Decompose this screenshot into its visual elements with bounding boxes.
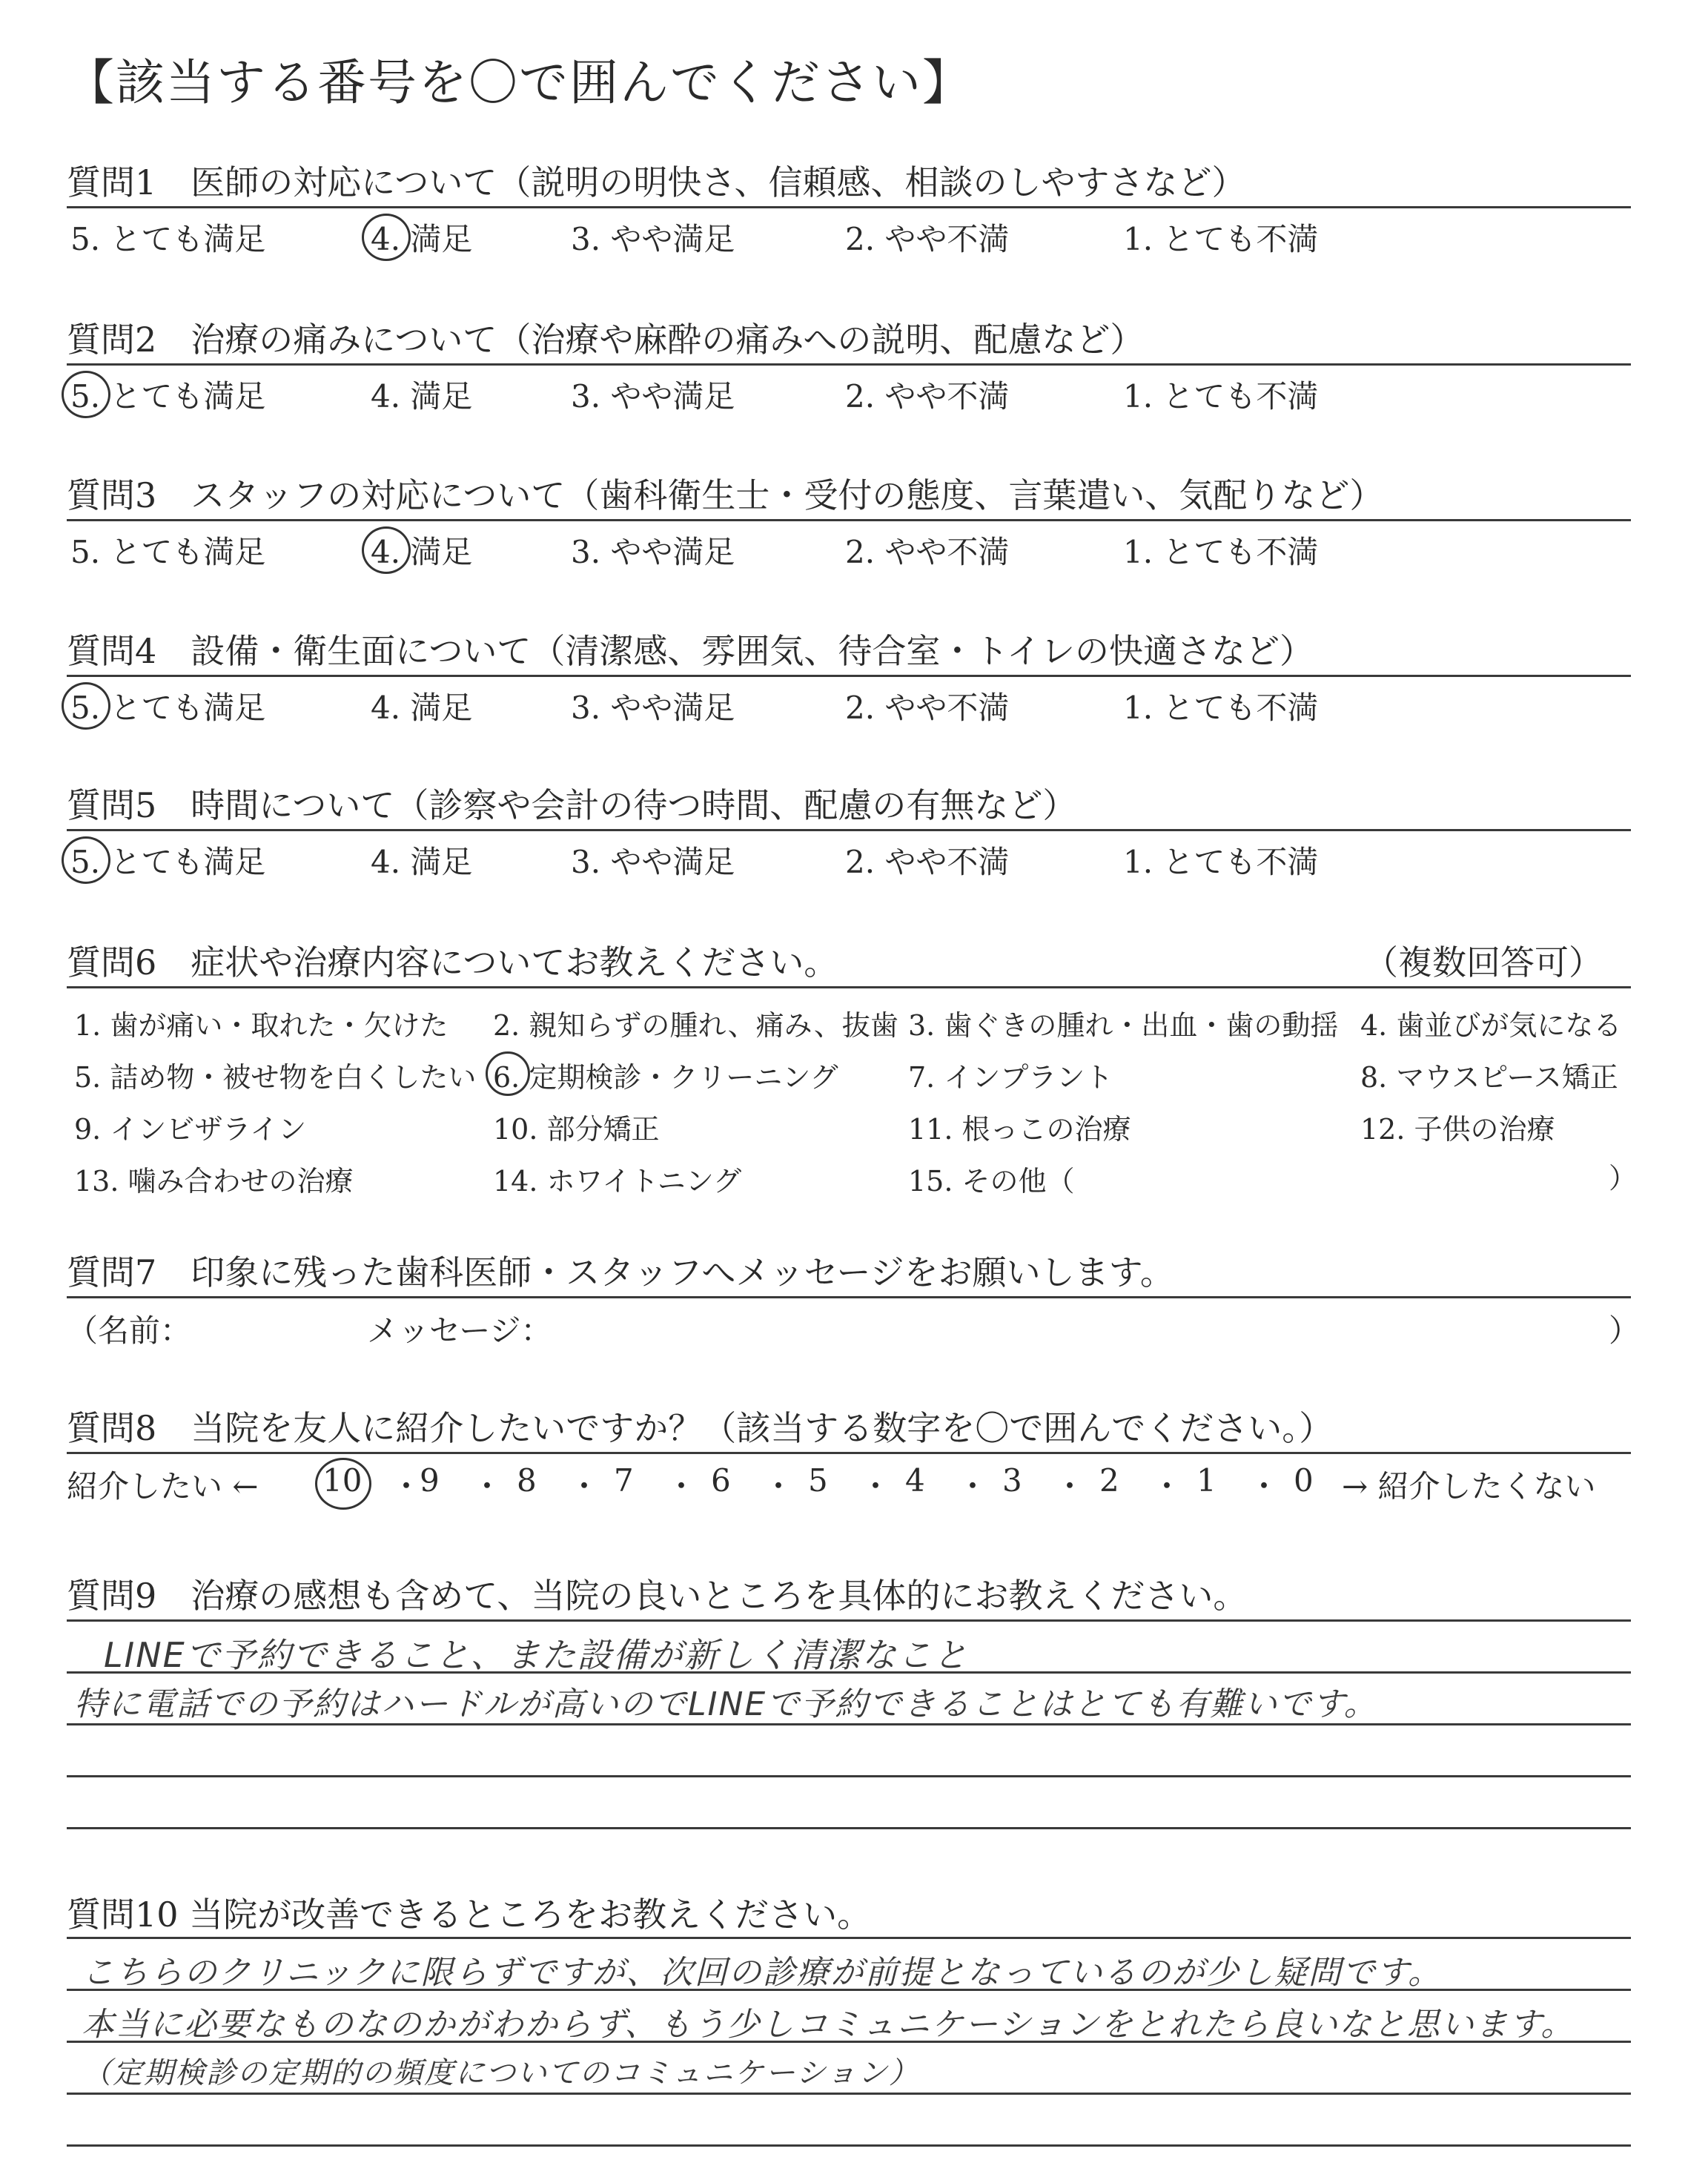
q8-scale-2[interactable]: 2 — [1099, 1462, 1119, 1499]
q8-separator-dot: ・ — [471, 1468, 503, 1505]
q6-other-close: ） — [1609, 1162, 1638, 1195]
form-title: 【該当する番号を〇で囲んでください】 — [65, 54, 973, 111]
q4-option-5[interactable]: 5. とても満足 — [70, 690, 266, 726]
q8-scale-9[interactable]: 9 — [420, 1462, 440, 1499]
q4-option-2[interactable]: 2. やや不満 — [845, 690, 1010, 726]
q2-option-4[interactable]: 4. 満足 — [371, 378, 473, 415]
q5-selected-circle — [62, 836, 110, 884]
q8-separator-dot: ・ — [957, 1468, 989, 1505]
q6-option-10[interactable]: 10. 部分矯正 — [493, 1113, 660, 1146]
q10-rule-4 — [67, 2093, 1631, 2095]
q8-scale-4[interactable]: 4 — [905, 1462, 925, 1499]
q1-option-4[interactable]: 4. 満足 — [371, 221, 473, 257]
q4-rule — [67, 675, 1631, 677]
q3-rule — [67, 519, 1631, 521]
q10-answer-line-2: 本当に必要なものなのかがわからず、もう少しコミュニケーションをとれたら良いなと思います。 — [82, 2006, 1575, 2044]
q3-option-3[interactable]: 3. やや満足 — [571, 534, 735, 570]
q6-heading: 質問6 症状や治療内容についてお教えください。 — [67, 942, 838, 982]
q5-option-4[interactable]: 4. 満足 — [371, 844, 473, 880]
q5-option-1[interactable]: 1. とても不満 — [1123, 844, 1319, 880]
q6-option-4[interactable]: 4. 歯並びが気になる — [1360, 1009, 1622, 1042]
q6-option-12[interactable]: 12. 子供の治療 — [1360, 1113, 1555, 1146]
q8-separator-dot: ・ — [666, 1468, 698, 1505]
q6-option-7[interactable]: 7. インプラント — [908, 1061, 1113, 1094]
q2-option-3[interactable]: 3. やや満足 — [571, 378, 735, 415]
q6-option-3[interactable]: 3. 歯ぐきの腫れ・出血・歯の動揺 — [908, 1009, 1339, 1042]
q5-rule — [67, 829, 1631, 831]
q1-option-3[interactable]: 3. やや満足 — [571, 221, 735, 257]
q5-option-5[interactable]: 5. とても満足 — [70, 844, 266, 880]
q8-separator-dot: ・ — [1151, 1468, 1183, 1505]
q8-scale-10[interactable]: 10 — [322, 1462, 363, 1499]
q5-option-3[interactable]: 3. やや満足 — [571, 844, 735, 880]
q9-answer-line-2: 特に電話での予約はハードルが高いのでLINEで予約できることはとても有難いです。 — [74, 1685, 1378, 1723]
q2-selected-circle — [62, 371, 110, 418]
q1-selected-circle — [362, 214, 411, 261]
q10-rule-5 — [67, 2144, 1631, 2147]
q4-option-4[interactable]: 4. 満足 — [371, 690, 473, 726]
q4-option-3[interactable]: 3. やや満足 — [571, 690, 735, 726]
q7-rule — [67, 1296, 1631, 1298]
q8-separator-dot: ・ — [391, 1468, 423, 1505]
q6-selected-circle — [486, 1051, 530, 1096]
q9-rule-5 — [67, 1827, 1631, 1829]
q2-option-1[interactable]: 1. とても不満 — [1123, 378, 1319, 415]
q2-option-2[interactable]: 2. やや不満 — [845, 378, 1010, 415]
q3-option-4[interactable]: 4. 満足 — [371, 534, 473, 570]
q8-separator-dot: ・ — [860, 1468, 892, 1505]
q2-option-5[interactable]: 5. とても満足 — [70, 378, 266, 415]
q6-option-11[interactable]: 11. 根っこの治療 — [908, 1113, 1131, 1146]
q7-close: ） — [1609, 1312, 1641, 1349]
q6-multiple-note: （複数回答可） — [1364, 942, 1603, 982]
q8-scale-6[interactable]: 6 — [711, 1462, 731, 1499]
q7-name-label: （名前： — [67, 1312, 192, 1349]
q9-rule-4 — [67, 1775, 1631, 1777]
q8-separator-dot: ・ — [763, 1468, 795, 1505]
q8-scale-7[interactable]: 7 — [614, 1462, 634, 1499]
q10-rule-1 — [67, 1937, 1631, 1939]
q3-option-1[interactable]: 1. とても不満 — [1123, 534, 1319, 570]
q9-heading: 質問9 治療の感想も含めて、当院の良いところを具体的にお教えください。 — [67, 1576, 1248, 1616]
q7-heading: 質問7 印象に残った歯科医師・スタッフへメッセージをお願いします。 — [67, 1252, 1174, 1292]
q6-rule — [67, 986, 1631, 988]
q8-selected-circle — [315, 1458, 371, 1510]
q1-option-2[interactable]: 2. やや不満 — [845, 221, 1010, 257]
q8-right-label: → 紹介したくない — [1342, 1468, 1596, 1505]
q6-option-8[interactable]: 8. マウスピース矯正 — [1360, 1061, 1618, 1094]
q8-rule — [67, 1452, 1631, 1454]
q3-option-2[interactable]: 2. やや不満 — [845, 534, 1010, 570]
q6-option-13[interactable]: 13. 噛み合わせの治療 — [74, 1165, 354, 1198]
q8-separator-dot: ・ — [1054, 1468, 1086, 1505]
q6-option-9[interactable]: 9. インビザライン — [74, 1113, 307, 1146]
q8-separator-dot: ・ — [569, 1468, 600, 1505]
q4-heading: 質問4 設備・衛生面について（清潔感、雰囲気、待合室・トイレの快適さなど） — [67, 631, 1314, 671]
q8-scale-1[interactable]: 1 — [1196, 1462, 1217, 1499]
q1-rule — [67, 206, 1631, 208]
q8-separator-dot: ・ — [1248, 1468, 1280, 1505]
q8-heading: 質問8 当院を友人に紹介したいですか？（該当する数字を〇で囲んでください。） — [67, 1408, 1334, 1448]
q1-option-1[interactable]: 1. とても不満 — [1123, 221, 1319, 257]
q6-option-14[interactable]: 14. ホワイトニング — [493, 1165, 742, 1198]
q10-heading: 質問10 当院が改善できるところをお教えください。 — [67, 1895, 872, 1935]
q5-option-2[interactable]: 2. やや不満 — [845, 844, 1010, 880]
q7-message-label: メッセージ： — [367, 1312, 552, 1349]
q3-selected-circle — [362, 526, 411, 574]
q2-rule — [67, 363, 1631, 366]
q6-option-5[interactable]: 5. 詰め物・被せ物を白くしたい — [74, 1061, 477, 1094]
q4-option-1[interactable]: 1. とても不満 — [1123, 690, 1319, 726]
q10-answer-line-3: （定期検診の定期的の頻度についてのコミュニケーション） — [82, 2056, 920, 2090]
q3-heading: 質問3 スタッフの対応について（歯科衛生士・受付の態度、言葉遣い、気配りなど） — [67, 475, 1384, 515]
q6-option-6[interactable]: 6. 定期検診・クリーニング — [493, 1061, 838, 1094]
q5-heading: 質問5 時間について（診察や会計の待つ時間、配慮の有無など） — [67, 785, 1077, 825]
q6-option-1[interactable]: 1. 歯が痛い・取れた・欠けた — [74, 1009, 448, 1042]
q6-option-15[interactable]: 15. その他（ — [908, 1165, 1075, 1198]
q8-left-label: 紹介したい ← — [67, 1468, 259, 1505]
q8-scale-0[interactable]: 0 — [1294, 1462, 1314, 1499]
q8-scale-5[interactable]: 5 — [808, 1462, 828, 1499]
q10-answer-line-1: こちらのクリニックに限らずですが、次回の診療が前提となっているのが少し疑問です。 — [82, 1954, 1443, 1992]
q4-selected-circle — [62, 682, 110, 730]
q9-answer-line-1: LINEで予約できること、また設備が新しく清潔なこと — [104, 1635, 969, 1675]
q1-heading: 質問1 医師の対応について（説明の明快さ、信頼感、相談のしやすさなど） — [67, 162, 1246, 202]
q3-option-5[interactable]: 5. とても満足 — [70, 534, 266, 570]
q1-option-5[interactable]: 5. とても満足 — [70, 221, 266, 257]
q2-heading: 質問2 治療の痛みについて（治療や麻酔の痛みへの説明、配慮など） — [67, 320, 1145, 360]
q6-option-2[interactable]: 2. 親知らずの腫れ、痛み、抜歯 — [493, 1009, 898, 1042]
q8-scale-3[interactable]: 3 — [1002, 1462, 1022, 1499]
q8-scale-8[interactable]: 8 — [517, 1462, 537, 1499]
q9-rule-1 — [67, 1619, 1631, 1622]
